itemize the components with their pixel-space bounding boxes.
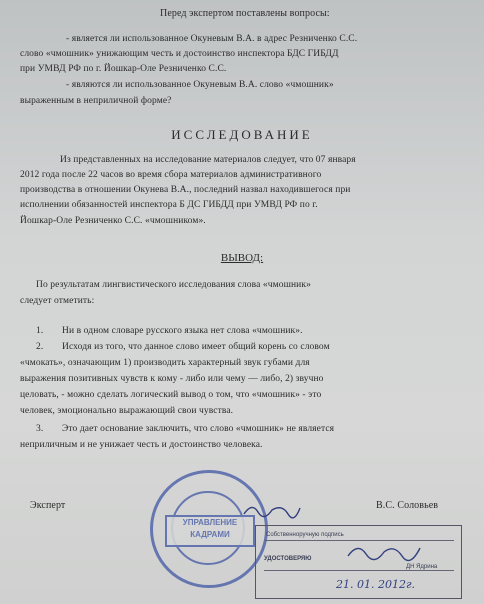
official-stamp bbox=[150, 470, 268, 588]
research-line: исполнении обязанностей инспектора Б ДС ГИБДД при УМВД РФ по г. bbox=[20, 200, 318, 210]
question-line: слово «чмошник» унижающим честь и достоинство инспектора БДС ГИБДД bbox=[20, 49, 339, 59]
point-number: 2. bbox=[36, 342, 44, 352]
research-line: Из представленных на исследование материалов следует, что 07 января bbox=[60, 155, 356, 165]
question-line: выраженным в неприличной форме? bbox=[20, 96, 172, 106]
expert-name: В.С. Соловьев bbox=[376, 500, 439, 511]
question-line: - является ли использованное Окуневым В.А. в адрес Резниченко С.С. bbox=[66, 34, 358, 44]
point-text: человек, эмоционально выражающий свои чувства. bbox=[20, 406, 234, 416]
stamp-label: УПРАВЛЕНИЕ КАДРАМИ bbox=[165, 515, 255, 547]
conclusion-intro: следует отметить: bbox=[20, 296, 95, 306]
point-3 bbox=[36, 424, 334, 434]
research-line: производства в отношении Окунева В.А., последний назвал находившегося при bbox=[20, 185, 351, 195]
research-heading: ИССЛЕДОВАНИЕ bbox=[171, 127, 313, 142]
cert-date: 21. 01. 2012г. bbox=[336, 578, 416, 591]
cert-line: ДН Ядрина bbox=[406, 564, 438, 570]
point-1 bbox=[36, 326, 303, 336]
question-line: при УМВД РФ по г. Йошкар-Оле Резниченко С.С. bbox=[20, 64, 227, 74]
signature-scribble-icon bbox=[242, 500, 302, 520]
point-number: 1. bbox=[36, 326, 44, 336]
cert-line: Собственноручную подпись bbox=[266, 532, 344, 538]
point-text: Ни в одном словаре русского языка нет слова «чмошник». bbox=[62, 326, 303, 336]
cert-line: УДОСТОВЕРЯЮ bbox=[264, 556, 312, 562]
point-text: целовать, - можно сделать логический вывод о том, что «чмошник» - это bbox=[20, 390, 322, 400]
point-text: Это дает основание заключить, что слово «чмошник» не является bbox=[62, 424, 335, 434]
point-text: «чмокать», означающим 1) производить характерный звук губами для bbox=[20, 358, 310, 368]
cert-signature-icon bbox=[344, 538, 424, 562]
question-line: - являются ли использованное Окуневым В.А. слово «чмошник» bbox=[66, 80, 334, 90]
research-line: 2012 года после 22 часов во время сбора материалов административного bbox=[20, 170, 322, 180]
point-text: неприличным и не унижает честь и достоинство человека. bbox=[20, 440, 263, 450]
point-text: Исходя из того, что данное слово имеет общий корень со словом bbox=[62, 342, 330, 352]
handwritten-signature bbox=[242, 500, 302, 524]
research-line: Йошкар-Оле Резниченко С.С. «чмошником». bbox=[20, 216, 206, 226]
point-2 bbox=[36, 342, 330, 352]
cert-underline bbox=[264, 570, 454, 571]
conclusion-heading: ВЫВОД: bbox=[220, 252, 264, 264]
questions-intro: Перед экспертом поставлены вопросы: bbox=[160, 8, 330, 19]
expert-label: Эксперт bbox=[30, 500, 66, 511]
point-number: 3. bbox=[36, 424, 44, 434]
point-text: выражения позитивных чувств к кому - либо или чему — либо, 2) звучно bbox=[20, 374, 324, 384]
certification-block bbox=[255, 525, 462, 599]
conclusion-intro: По результатам лингвистического исследования слова «чмошник» bbox=[36, 280, 311, 290]
